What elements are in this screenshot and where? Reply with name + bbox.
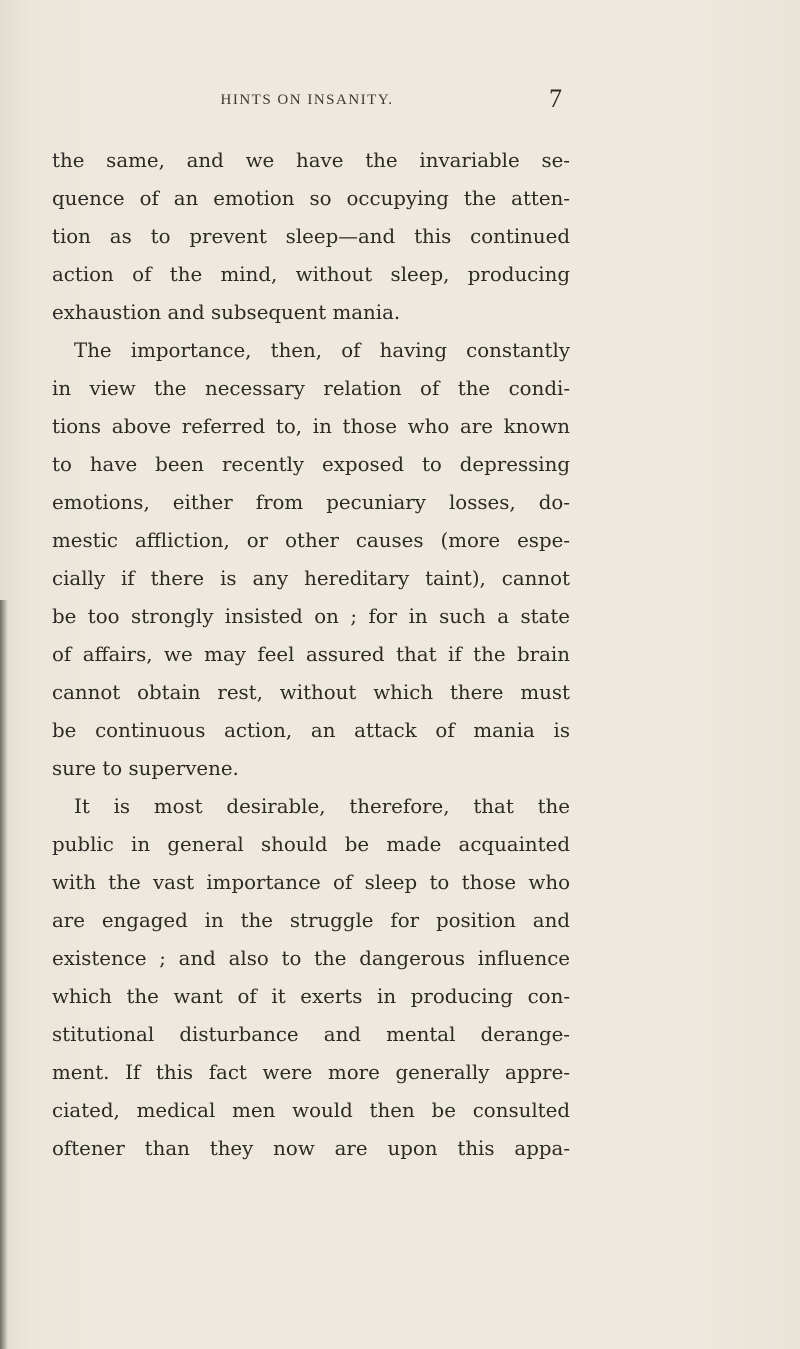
text-line: action of the mind, without sleep, producing [52, 263, 570, 286]
text-line: quence of an emotion so occupying the atten- [52, 187, 570, 210]
page-number: 7 [549, 84, 562, 113]
running-head: HINTS ON INSANITY. [220, 92, 394, 108]
binding-edge-shadow [0, 600, 8, 1349]
page-header [58, 84, 562, 114]
text-line: public in general should be made acquainted [52, 833, 570, 856]
text-line: in view the necessary relation of the condi- [52, 377, 570, 400]
text-line: exhaustion and subsequent mania. [52, 301, 401, 324]
text-line: existence ; and also to the dangerous influence [52, 947, 570, 970]
paragraph-start-line: The importance, then, of having constantly [74, 339, 570, 362]
text-line: ciated, medical men would then be consulted [52, 1099, 570, 1122]
text-line: tion as to prevent sleep—and this continued [52, 225, 570, 248]
text-line: oftener than they now are upon this appa- [52, 1137, 570, 1160]
text-line: ment. If this fact were more generally appre- [52, 1061, 570, 1084]
body-text [52, 142, 570, 1168]
text-line: cially if there is any hereditary taint), cannot [52, 567, 570, 590]
text-line: with the vast importance of sleep to those who [52, 871, 570, 894]
text-line: tions above referred to, in those who are known [52, 415, 570, 438]
text-line: emotions, either from pecuniary losses, do- [52, 491, 570, 514]
text-line: of affairs, we may feel assured that if the brain [52, 643, 570, 666]
text-line: stitutional disturbance and mental derange- [52, 1023, 570, 1046]
paragraph-start-line: It is most desirable, therefore, that the [74, 795, 570, 818]
text-line: be too strongly insisted on ; for in such a state [52, 605, 570, 628]
text-line: which the want of it exerts in producing con- [52, 985, 570, 1008]
text-line: the same, and we have the invariable se- [52, 149, 570, 172]
text-line: to have been recently exposed to depressing [52, 453, 570, 476]
text-line: are engaged in the struggle for position and [52, 909, 570, 932]
text-line: mestic affliction, or other causes (more espe- [52, 529, 570, 552]
text-line: cannot obtain rest, without which there must [52, 681, 570, 704]
text-line: sure to supervene. [52, 757, 239, 780]
text-line: be continuous action, an attack of mania is [52, 719, 570, 742]
